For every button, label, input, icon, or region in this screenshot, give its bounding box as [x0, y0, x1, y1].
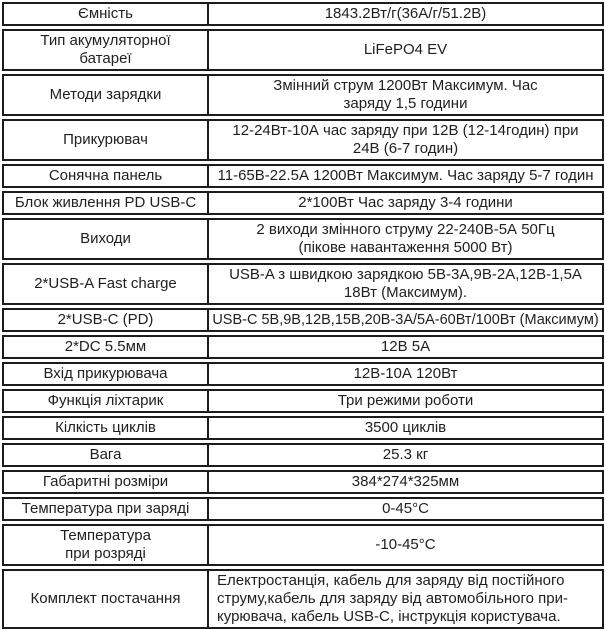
table-row: [2, 263, 604, 305]
table-row: [2, 191, 604, 215]
spec-value: 1843.2Вт/г(36А/г/51.2В): [324, 5, 487, 22]
spec-label: 2*USB-C (PD): [4, 310, 209, 330]
spec-label: Температура при заряді: [4, 499, 209, 519]
spec-value: 384*274*325мм: [351, 473, 460, 490]
spec-value: 2*100Вт Час заряду 3-4 години: [298, 194, 513, 211]
spec-value: -10-45°C: [375, 536, 436, 553]
spec-label: 2*DC 5.5мм: [4, 337, 209, 357]
table-row: [2, 569, 604, 629]
spec-value: Три режими роботи: [337, 392, 474, 409]
table-row: [2, 2, 604, 26]
spec-label: Кілкість циклів: [4, 418, 209, 438]
table-row: [2, 119, 604, 161]
spec-label: Вага: [4, 445, 209, 465]
spec-label: Прикурювач: [4, 121, 209, 159]
spec-label: Функція ліхтарик: [4, 391, 209, 411]
spec-table: [2, 2, 604, 629]
spec-value: 0-45°C: [382, 500, 429, 517]
spec-value: 11-65В-22.5А 1200Вт Максимум. Час заряду 5-7 годин: [217, 167, 594, 184]
table-row: [2, 218, 604, 260]
spec-label: Комплект постачання: [4, 571, 209, 627]
spec-value: 2 виходи змінного струму 22-240В-5А 50Гц (пікове навантаження 5000 Вт): [256, 221, 555, 256]
table-row: [2, 164, 604, 188]
spec-label: Габаритні розміри: [4, 472, 209, 492]
spec-value: LiFePO4 EV: [363, 41, 448, 58]
spec-label: Блок живлення PD USB-C: [4, 193, 209, 213]
spec-label: Температура при розряді: [4, 526, 209, 564]
spec-value: USB-C 5В,9В,12В,15В,20В-3А/5А-60Вт/100Вт (Максимум): [212, 312, 599, 328]
spec-label: Сонячна панель: [4, 166, 209, 186]
spec-label: 2*USB-A Fast charge: [4, 265, 209, 303]
table-row: [2, 524, 604, 566]
table-row: [2, 389, 604, 413]
spec-value: USB-A з швидкою зарядкою 5В-3А,9В-2А,12В-1,5А 18Вт (Максимум).: [229, 266, 582, 301]
table-row: [2, 470, 604, 494]
table-row: [2, 29, 604, 71]
spec-label: Ємність: [4, 4, 209, 24]
table-row: [2, 362, 604, 386]
spec-label: Вхід прикурювача: [4, 364, 209, 384]
spec-label: Виходи: [4, 220, 209, 258]
table-row: [2, 416, 604, 440]
spec-value: 12В-10А 120Вт: [353, 365, 458, 382]
table-row: [2, 335, 604, 359]
table-row: [2, 74, 604, 116]
spec-label: Тип акумуляторної батареї: [4, 31, 209, 69]
spec-value: Змінний струм 1200Вт Максимум. Час заряду 1,5 години: [273, 77, 538, 112]
spec-value: 25.3 кг: [382, 446, 429, 463]
table-row: [2, 443, 604, 467]
table-row: [2, 308, 604, 332]
spec-value: Електростанція, кабель для заряду від постійного струму,кабель для заряду від автомобільного при- курювача, кабель USB-C, інструкція користувача.: [217, 572, 568, 625]
spec-value: 12В 5А: [380, 338, 431, 355]
spec-value: 3500 циклів: [364, 419, 447, 436]
table-row: [2, 497, 604, 521]
spec-value: 12-24Вт-10А час заряду при 12В (12-14годин) при 24В (6-7 годин): [232, 122, 579, 157]
spec-label: Методи зарядки: [4, 76, 209, 114]
